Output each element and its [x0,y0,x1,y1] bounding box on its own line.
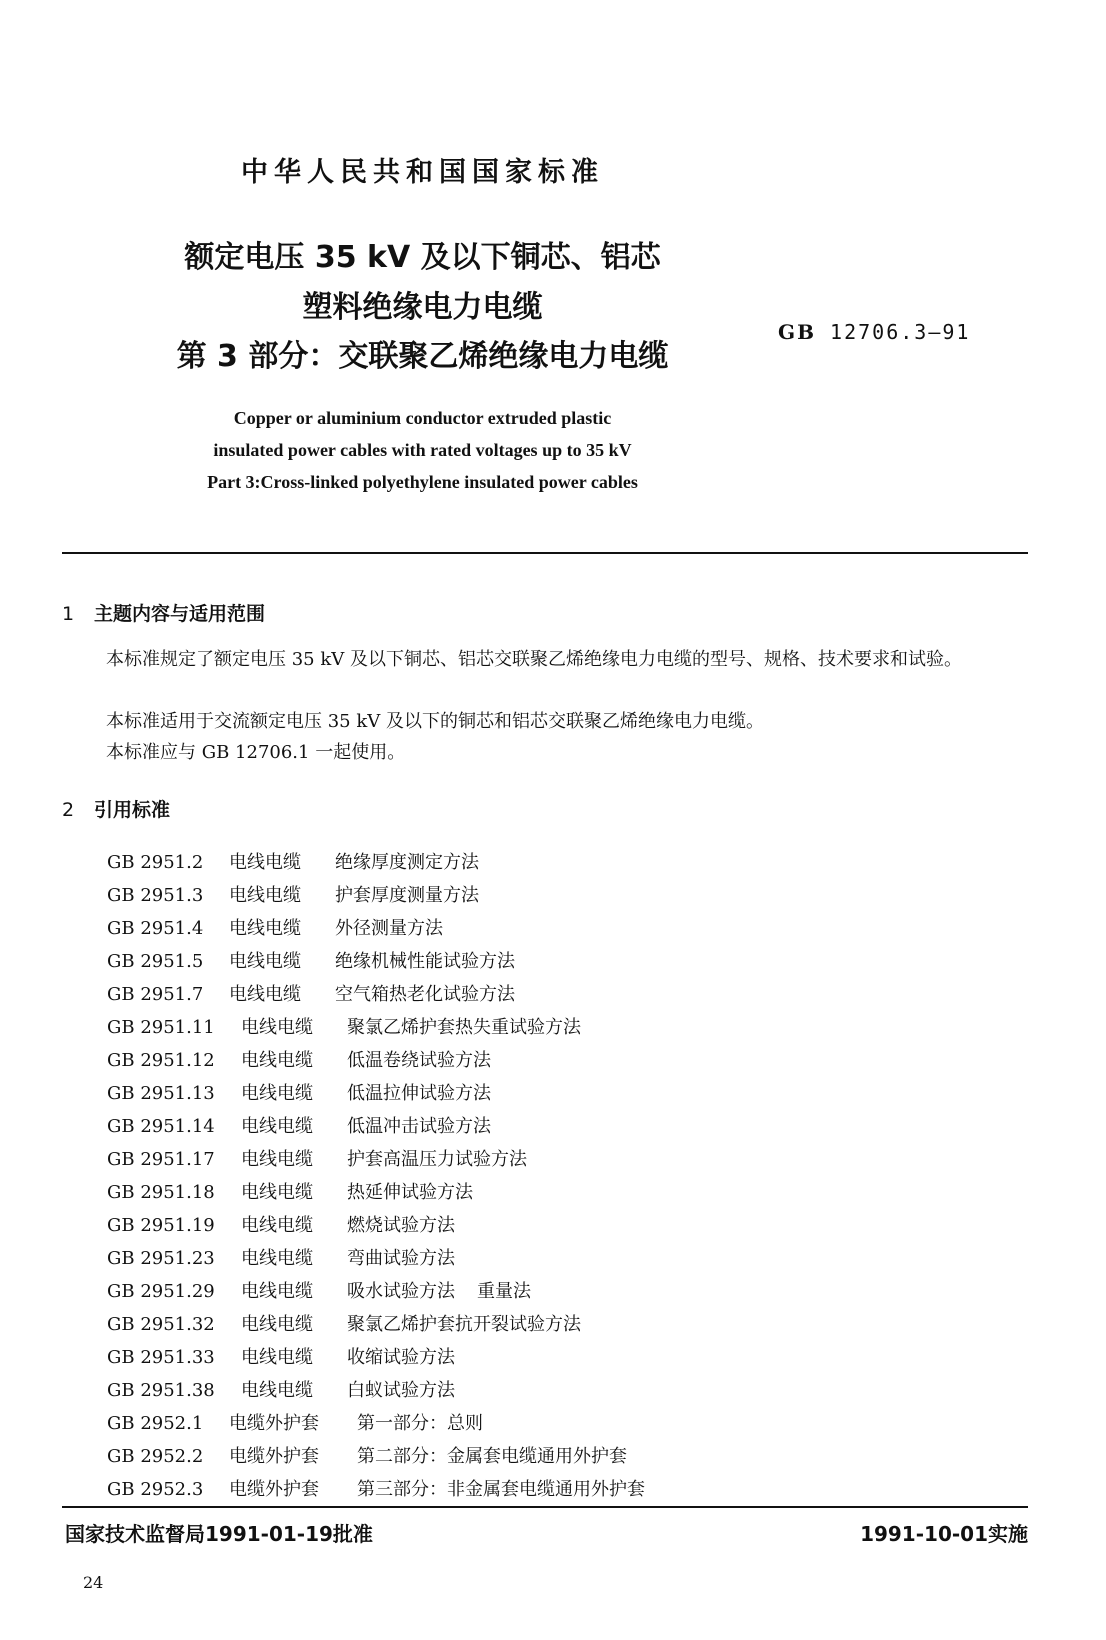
reference-item: GB 2951.38 电线电缆 白蚁试验方法 [107,1380,455,1401]
section-number: 2 [62,799,75,821]
page-number: 24 [83,1573,104,1592]
reference-item: GB 2952.3 电缆外护套 第三部分：非金属套电缆通用外护套 [107,1479,645,1500]
reference-item: GB 2952.1 电缆外护套 第一部分：总则 [107,1413,483,1434]
standard-number [778,320,970,344]
title-line-1: 额定电压 35 kV 及以下铜芯、铝芯 [184,240,661,275]
english-title-line-2: insulated power cables with rated voltages up to 35 kV [213,440,632,460]
section-number: 1 [62,603,75,625]
title-line-3: 第 3 部分：交联聚乙烯绝缘电力电缆 [176,339,669,374]
title-line-2: 塑料绝缘电力电缆 [302,290,543,325]
reference-item: GB 2951.12 电线电缆 低温卷绕试验方法 [107,1050,491,1071]
reference-item: GB 2951.2 电线电缆 绝缘厚度测定方法 [107,852,479,873]
implementation-date: 1991-10-01实施 [860,1522,1028,1546]
section-1-heading [62,599,265,626]
reference-item: GB 2951.3 电线电缆 护套厚度测量方法 [107,885,479,906]
reference-item: GB 2951.29 电线电缆 吸水试验方法 重量法 [107,1281,531,1302]
reference-item: GB 2951.14 电线电缆 低温冲击试验方法 [107,1116,491,1137]
reference-list [107,846,645,1506]
reference-item: GB 2952.2 电缆外护套 第二部分：金属套电缆通用外护套 [107,1446,627,1467]
reference-item: GB 2951.32 电线电缆 聚氯乙烯护套抗开裂试验方法 [107,1314,581,1335]
reference-item: GB 2951.18 电线电缆 热延伸试验方法 [107,1182,473,1203]
standard-code: 12706.3—91 [830,320,971,344]
footer-divider [62,1506,1028,1508]
reference-item: GB 2951.5 电线电缆 绝缘机械性能试验方法 [107,951,515,972]
section-2-heading [62,795,170,822]
section-title: 主题内容与适用范围 [94,603,266,625]
reference-item: GB 2951.33 电线电缆 收缩试验方法 [107,1347,455,1368]
reference-item: GB 2951.7 电线电缆 空气箱热老化试验方法 [107,984,515,1005]
reference-item: GB 2951.4 电线电缆 外径测量方法 [107,918,443,939]
scope-paragraph-1: 本标准规定了额定电压 35 kV 及以下铜芯、铝芯交联聚乙烯绝缘电力电缆的型号、规格、技术要求和试验。 [106,649,962,670]
reference-item: GB 2951.13 电线电缆 低温拉伸试验方法 [107,1083,491,1104]
scope-paragraph-3: 本标准应与 GB 12706.1 一起使用。 [106,742,406,763]
approval-date: 国家技术监督局1991-01-19批准 [65,1522,373,1546]
reference-item: GB 2951.17 电线电缆 护套高温压力试验方法 [107,1149,527,1170]
scope-paragraph-2: 本标准适用于交流额定电压 35 kV 及以下的铜芯和铝芯交联聚乙烯绝缘电力电缆。 [106,711,764,732]
reference-item: GB 2951.19 电线电缆 燃烧试验方法 [107,1215,455,1236]
national-standard-header: 中华人民共和国国家标准 [241,157,604,188]
standard-prefix: GB [778,320,816,344]
english-title-line-1: Copper or aluminium conductor extruded plastic [233,408,612,428]
reference-item: GB 2951.23 电线电缆 弯曲试验方法 [107,1248,455,1269]
reference-item: GB 2951.11 电线电缆 聚氯乙烯护套热失重试验方法 [107,1017,581,1038]
header-divider [62,552,1028,554]
english-title-line-3: Part 3:Cross-linked polyethylene insulated power cables [207,472,638,492]
section-title: 引用标准 [94,799,171,821]
